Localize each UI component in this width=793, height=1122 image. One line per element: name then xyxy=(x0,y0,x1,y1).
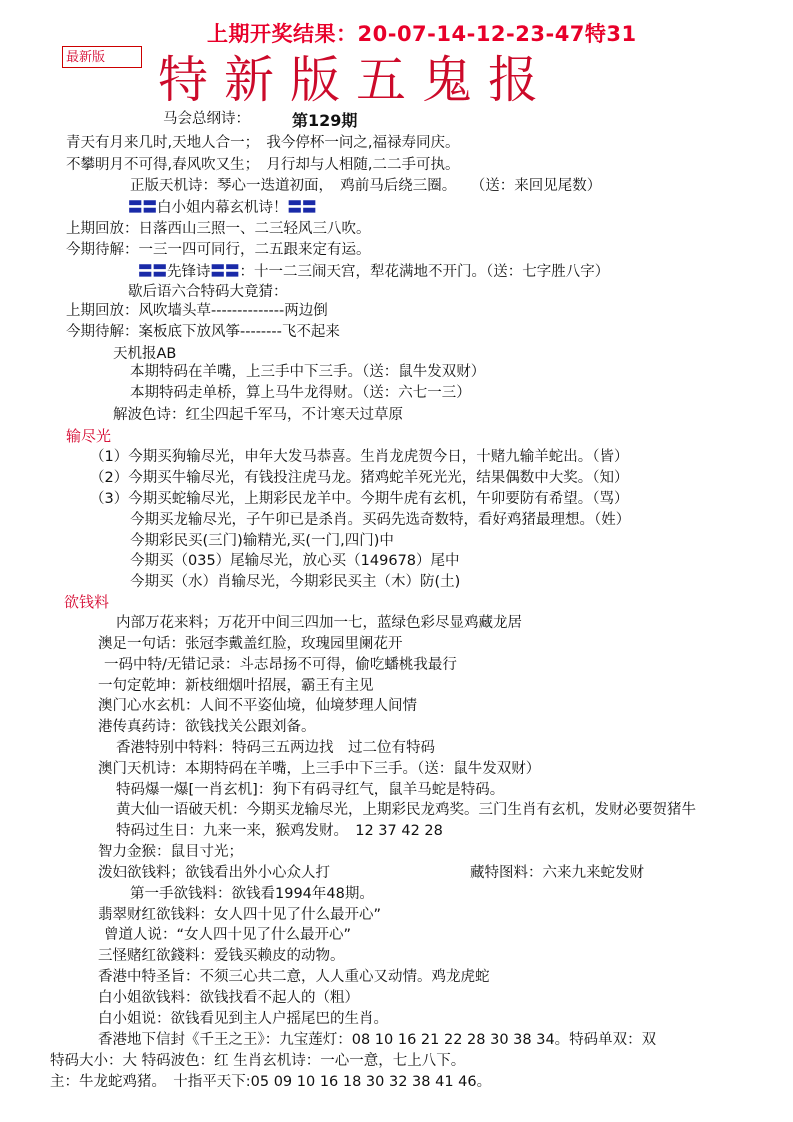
text-line: 今期待解：案板底下放风筝--------飞不起来 xyxy=(66,324,340,340)
text-line: 今期买（水）肖输尽光，今期彩民买主（木）防(土) xyxy=(130,574,461,590)
text-line: 黄大仙一语破天机：今期买龙输尽光，上期彩民龙鸡奖。三门生肖有玄机，发财必要贺猪牛 xyxy=(116,802,696,818)
last-draw-result: 上期开奖结果：20-07-14-12-23-47特31 xyxy=(207,22,637,46)
text-line: （2）今期买牛输尽光，有钱投注虎马龙。猪鸡蛇羊死光光，结果偶数中大奖。（知） xyxy=(90,470,629,486)
edition-badge: 最新版 xyxy=(62,46,142,68)
text-line: 今期待解：一三一四可同行，二五跟来定有运。 xyxy=(66,242,371,258)
text-line: 主：牛龙蛇鸡猪。 十指平天下:05 09 10 16 18 30 32 38 41 46。 xyxy=(50,1074,492,1090)
text-line: 不攀明月不可得,春风吹又生； 月行却与人相随,二二手可执。 xyxy=(66,157,460,173)
text-line: 特码大小：大 特码波色：红 生肖玄机诗：一心一意，七上八下。 xyxy=(50,1053,466,1069)
text-line: 藏特图料：六来九来蛇发财 xyxy=(470,865,644,881)
text-line: 香港地下信封《千王之王》：九宝莲灯：08 10 16 21 22 28 30 38 34。特码单双：双 xyxy=(98,1032,657,1048)
text-line: 翡翠财红欲钱料：女人四十见了什么最开心” xyxy=(98,907,382,923)
text-line: 一句定乾坤：新枝细烟叶招展，霸王有主见 xyxy=(98,678,374,694)
flag-icon: 〓〓 xyxy=(210,264,240,280)
text-line: 本期特码在羊嘴，上三手中下三手。（送：鼠牛发双财） xyxy=(130,364,486,380)
text-line-flagged xyxy=(138,263,609,281)
text-line: （3）今期买蛇输尽光，上期彩民龙羊中。今期牛虎有玄机，午卯要防有希望。（骂） xyxy=(90,491,629,507)
text-line: （1）今期买狗输尽光，申年大发马恭喜。生肖龙虎贺今日，十赌九输羊蛇出。（皆） xyxy=(90,449,629,465)
text-line: 澳足一句话：张冠李戴盖红脸，玫瑰园里阑花开 xyxy=(98,636,403,652)
flag-icon: 〓〓 xyxy=(128,200,157,216)
text-line: 本期特码走单桥，算上马牛龙得财。（送：六七一三） xyxy=(130,385,471,401)
text-line: 解波色诗：红尘四起千军马，不计寒天过草原 xyxy=(113,407,403,423)
text-line: 一码中特/无错记录：斗志昂扬不可得，偷吃蟠桃我最行 xyxy=(104,657,457,673)
flag-icon: 〓〓 xyxy=(287,200,317,216)
text-line: 今期买（035）尾输尽光，放心买（149678）尾中 xyxy=(130,553,460,569)
text-line: 白小姐说：欲钱看见到主人户摇尾巴的生肖。 xyxy=(98,1011,388,1027)
text-line: 三怪赌红欲錢料：爱钱买赖皮的动物。 xyxy=(98,948,345,964)
text-line: 港传真药诗：欲钱找关公跟刘备。 xyxy=(98,719,316,735)
flag-icon: 〓〓 xyxy=(138,264,167,280)
text-line: 天机报AB xyxy=(113,346,177,362)
text-line: 特码爆一爆[一肖玄机]：狗下有码寻红气，鼠羊马蛇是特码。 xyxy=(116,782,505,798)
section-title-yu: 欲钱料 xyxy=(64,593,110,611)
text-line: 澳门天机诗：本期特码在羊嘴，上三手中下三手。（送：鼠牛发双财） xyxy=(98,761,541,777)
text-line: 特码过生日：九来一来，猴鸡发财。 12 37 42 28 xyxy=(116,823,443,839)
text-line: 正版天机诗：琴心一迭道初面， 鸡前马后绕三圈。 （送：来回见尾数） xyxy=(130,178,602,194)
text-line: 上期回放：日落西山三照一、二三轻风三八吹。 xyxy=(66,221,371,237)
text-line: 上期回放：风吹墙头草--------------两边倒 xyxy=(66,303,328,319)
text-line: 智力金猴：鼠目寸光； xyxy=(98,844,243,860)
text-line-flagged xyxy=(128,199,317,217)
section-title-shu: 输尽光 xyxy=(66,427,112,445)
text-line: 青天有月来几时,天地人合一； 我今停杯一问之,福禄寿同庆。 xyxy=(66,135,460,151)
poem-heading: 马会总纲诗： xyxy=(163,111,250,127)
text-line: 泼妇欲钱料；欲钱看出外小心众人打 xyxy=(98,865,330,881)
text-line: 内部万花来料；万花开中间三四加一七，蓝绿色彩尽显鸡藏龙居 xyxy=(116,615,522,631)
issue-number: 第129期 xyxy=(292,111,358,130)
page-title: 特新版五鬼报 xyxy=(158,51,554,109)
text-line: 澳门心水玄机：人间不平姿仙境，仙境梦理人间情 xyxy=(98,698,417,714)
text: 先锋诗 xyxy=(167,264,211,280)
text-line: 歇后语六合特码大竟猜： xyxy=(128,284,288,300)
text-line: 今期彩民买(三门)输精光,买(一门,四门)中 xyxy=(130,533,394,549)
text: 白小姐内幕玄机诗！ xyxy=(157,200,288,216)
text-line: 曾道人说：“女人四十见了什么最开心” xyxy=(104,927,352,943)
text-line: 白小姐欲钱料：欲钱找看不起人的（粗） xyxy=(98,990,359,1006)
text-line: 香港特别中特料：特码三五两边找 过二位有特码 xyxy=(116,740,435,756)
text-line: 香港中特圣旨：不须三心共二意，人人重心又动情。鸡龙虎蛇 xyxy=(98,969,490,985)
text-line: 第一手欲钱料：欲钱看1994年48期。 xyxy=(130,886,374,902)
text: ：十一二三闹天宫，犁花满地不开门。（送：七字胜八字） xyxy=(239,264,610,280)
text-line: 今期买龙输尽光，子午卯已是杀肖。买码先选奇数特，看好鸡猪最理想。（姓） xyxy=(130,512,631,528)
